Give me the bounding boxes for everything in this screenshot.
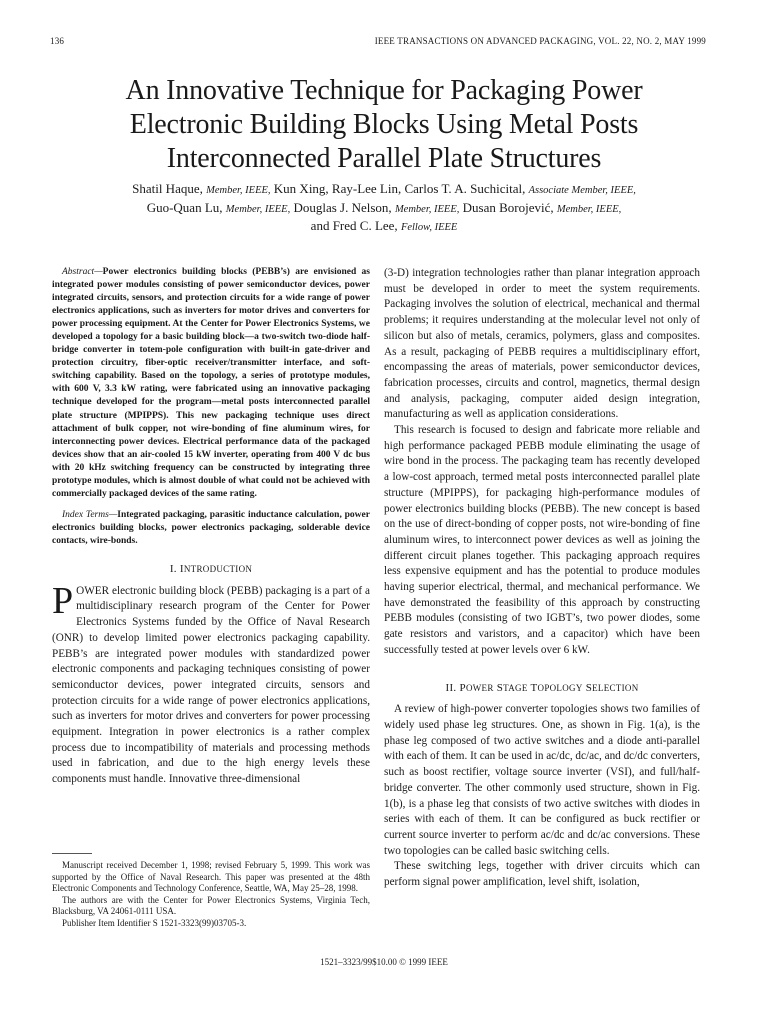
paper-title [40, 74, 728, 176]
author-membership: Fellow, IEEE [400, 222, 458, 233]
right-column [384, 266, 700, 891]
author-line [40, 200, 728, 219]
author-line [40, 181, 728, 200]
page-number: 136 [50, 36, 65, 46]
author-list [40, 181, 728, 237]
drop-cap: P [52, 579, 74, 622]
research-paragraph: This research is focused to design and fabricate more reliable and high performance packaged PEBB module eliminating the usage of wire bond in the process. The packaging team has recently developed a low-cost approach, termed metal posts interconnected parallel plate structure (MPIPPS), for packaging high-performance modules of power electronics building blocks (PEBB). The new concept is based on the use of direct-bonding of copper posts, not wire-bonding of fine aluminum wires, to interconnect power devices as well as joining the different circuit planes together. This packaging approach requires less expensive equipment and has the potential to produce modules having superior electrical, thermal, and mechanical performance. We have demonstrated the feasibility of this approach by constructing PEBB modules (consisting of two IGBT’s, two power diodes, some gate resistors and varistors, and a capacitor) which have been successfully tested at power levels over 6 kW. [384, 424, 700, 656]
section-heading-power-stage: II. POWER STAGE TOPOLOGY SELECTION [445, 681, 639, 694]
title-line: Electronic Building Blocks Using Metal Posts [129, 109, 639, 140]
author-membership: Member, IEEE, [556, 203, 622, 215]
author-membership: Associate Member, IEEE, [528, 185, 636, 196]
footnote-publisher-id: Publisher Item Identifier S 1521-3323(99)03705-3. [62, 917, 247, 928]
footnote-manuscript: Manuscript received December 1, 1998; revised February 5, 1999. This work was supported by the Office of Naval Research. This paper was presented at the 48th Electronic Components and Technology Conference, Seattle, WA, May 25–28, 1998. [52, 860, 370, 894]
author-name: Guo-Quan Lu, [146, 199, 223, 215]
abstract-lead: Abstract— [62, 267, 103, 277]
author-name: Shatil Haque, [132, 181, 203, 196]
author-name: Kun Xing, Ray-Lee Lin, Carlos T. A. Suchicital, [273, 181, 526, 196]
intro-paragraph-continued: (3-D) integration technologies rather than planar integration approach must be developed in order to meet the system requirements. Packaging involves the solution of electrical, mechanical and thermal problems; it requires understanding at the molecular level not only of silicon but also of metals, ceramics, polymers, glass and composites. As a result, packaging of PEBB requires a multidisciplinary effort, encompassing the areas of materials, power semiconductor devices, fabrication processes, circuits and control, magnetics, thermal design and analysis, packaging, computer aided design integration, manufacturing as well as application considerations. [384, 267, 700, 421]
abstract-text: Power electronics building blocks (PEBB’s) are envisioned as integrated power modules consisting of power semiconductor devices, power integrated circuits, sensors, and protection circuits for a wide range of power electronics applications, such as inverters for motor drives and converters for power processing equipment. At the Center for Power Electronics Systems, we developed a topology for a basic building block—a two-switch two-diode half-bridge converter in totem-pole configuration with built-in gate-driver and protection circuitry, fiber-optic receiver/transmitter interface, and soft-switching capability. Based on the topology, a series of prototype modules, with 600 V, 3.3 kW rating, were fabricated using an innovative packaging technique developed for the program—metal posts interconnected parallel plate structure (MPIPPS). This new packaging technique uses direct attachment of bulk copper, not wire-bonding of fine aluminum wires, for interconnecting power devices. Electrical performance data of the packaged devices show that an air-cooled 15 kW inverter, operating from 400 V dc bus with 20 kHz switching frequency can be constructed by integrating three prototype modules, which is almost double of what could not be achieved with commercially packaged devices of the same rating. [52, 267, 370, 499]
author-membership: Member, IEEE, [394, 203, 460, 215]
abstract [52, 266, 370, 501]
author-name: and Fred C. Lee, [310, 218, 398, 233]
topology-paragraph: A review of high-power converter topologies shows two families of widely used phase leg structures. One, as shown in Fig. 1(a), is the phase leg composed of two active switches and a diode anti-parallel with each of them. It can be used in ac/dc, dc/ac, and dc/dc converters, such as boost rectifier, voltage source inverter (VSI), and full/half-bridge converter. The other commonly used structure, shown in Fig. 1(b), is a phase leg that consists of two active switches with diodes in series with each of them. It can be configured as buck rectifier or current source inverter to perform ac/dc and dc/ac conversions. These two topologies can be called basic switching cells. [384, 703, 700, 857]
left-column [52, 266, 370, 788]
author-membership: Member, IEEE, [225, 203, 291, 215]
switching-legs-paragraph: These switching legs, together with driver circuits which can perform signal power amplification, level shift, isolation, [384, 860, 700, 889]
index-terms [52, 509, 370, 548]
journal-header: IEEE TRANSACTIONS ON ADVANCED PACKAGING, VOL. 22, NO. 2, MAY 1999 [374, 36, 706, 46]
intro-paragraph: POWER electronic building block (PEBB) packaging is a part of a multidisciplinary research program of the Center for Power Electronics Systems funded by the Office of Naval Research (ONR) to develop limited power electronics packaging capability. PEBB’s are integrated power modules with standardized power electronic components and packaging techniques consisting of power semiconductor devices, power integrated circuits, sensors and protection circuits for a wide range of power electronics applications, such as inverters for motor drives and converters for power processing equipment. Integration in power electronics is a rather complex process due to incompatibility of materials and processing methods used in fabrication, and due to the high energy levels these components must handle. Innovative three-dimensional [52, 579, 370, 786]
index-terms-lead: Index Terms— [62, 509, 118, 520]
footnote-rule [52, 853, 92, 854]
index-terms-text: Integrated packaging, parasitic inductance calculation, power electronics building blocks, power electronics packaging, solderable device contacts, wire-bonds. [52, 509, 370, 546]
author-line [40, 218, 728, 237]
copyright-footer: 1521–3323/99$10.00 © 1999 IEEE [320, 957, 448, 967]
title-line: Interconnected Parallel Plate Structures [166, 143, 602, 174]
footnote-affiliation: The authors are with the Center for Power Electronics Systems, Virginia Tech, Blacksburg, VA 24061-0111 USA. [52, 894, 370, 917]
title-line: An Innovative Technique for Packaging Power [125, 75, 643, 106]
author-name: Douglas J. Nelson, [293, 199, 392, 215]
author-name: Dusan Borojević, [462, 199, 554, 215]
author-membership: Member, IEEE, [206, 185, 271, 196]
footnote [52, 860, 370, 930]
section-heading-introduction: I. INTRODUCTION [169, 562, 253, 575]
